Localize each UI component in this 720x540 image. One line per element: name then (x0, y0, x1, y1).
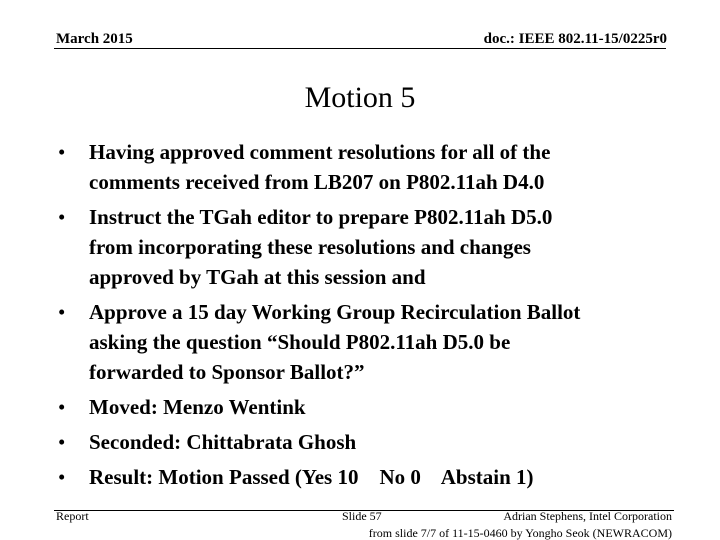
bullet-text-line: from incorporating these resolutions and changes (89, 235, 531, 259)
bullet-text-line: Approve a 15 day Working Group Recirculation Ballot (89, 300, 581, 324)
bullet-text-line: Instruct the TGah editor to prepare P802.11ah D5.0 (89, 205, 553, 229)
footer-slide-number: Slide 57 (342, 509, 382, 523)
bullet-list (56, 137, 676, 497)
header-date: March 2015 (56, 31, 133, 47)
bullet-item-result (56, 462, 676, 492)
header-doc-ref: doc.: IEEE 802.11-15/0225r0 (483, 31, 667, 47)
bullet-text-line: Having approved comment resolutions for all of the (89, 140, 551, 164)
bullet-item-seconded (56, 427, 676, 457)
bullet-icon: • (58, 430, 66, 454)
bullet-item-approve-ballot (56, 297, 676, 387)
bullet-text-line: forwarded to Sponsor Ballot?” (89, 360, 365, 384)
slide-title: Motion 5 (304, 81, 416, 114)
bullet-item-instruct-editor (56, 202, 676, 292)
header-divider (54, 48, 666, 49)
bullet-text-line: asking the question “Should P802.11ah D5.0 be (89, 330, 511, 354)
bullet-text-line: Seconded: Chittabrata Ghosh (89, 430, 357, 454)
footer-author: Adrian Stephens, Intel Corporation (503, 509, 672, 523)
bullet-item-moved (56, 392, 676, 422)
bullet-text-line: Result: Motion Passed (Yes 10 No 0 Abstain 1) (89, 465, 534, 489)
bullet-text-line: approved by TGah at this session and (89, 265, 426, 289)
bullet-icon: • (58, 205, 66, 229)
footer-source-note: from slide 7/7 of 11-15-0460 by Yongho Seok (NEWRACOM) (368, 526, 672, 540)
bullet-text-line: Moved: Menzo Wentink (89, 395, 306, 419)
bullet-icon: • (58, 300, 66, 324)
footer-report-label: Report (56, 509, 89, 523)
bullet-text-line: comments received from LB207 on P802.11ah D4.0 (89, 170, 545, 194)
bullet-icon: • (58, 465, 66, 489)
bullet-icon: • (58, 395, 66, 419)
bullet-icon: • (58, 140, 66, 164)
bullet-item-approved-resolutions (56, 137, 676, 197)
